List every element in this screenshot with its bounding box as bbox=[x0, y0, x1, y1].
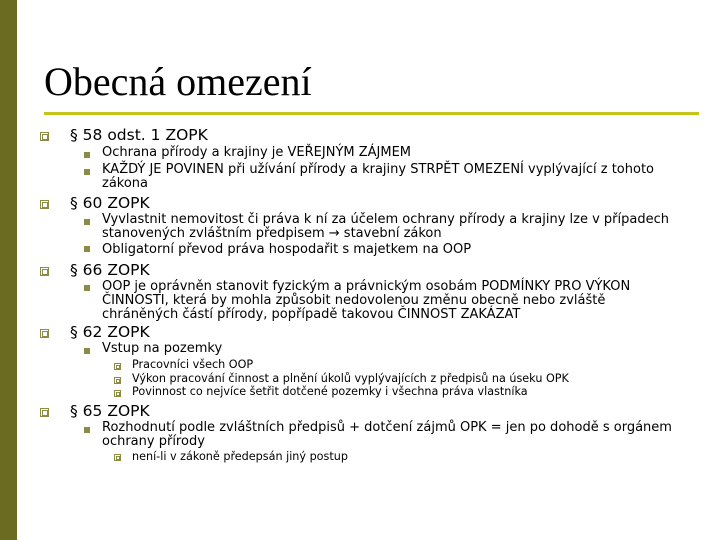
list-item: Obligatorní převod práva hospodařit s majetkem na OOP bbox=[102, 242, 472, 257]
section-heading: § 62 ZOPK bbox=[70, 323, 150, 341]
bullet-square-icon bbox=[84, 246, 90, 252]
bullet-square-icon bbox=[84, 152, 90, 158]
bullet-square-icon bbox=[114, 390, 121, 397]
list-item: Vstup na pozemky bbox=[102, 341, 223, 356]
bullet-square-icon bbox=[40, 132, 49, 141]
bullet-square-icon bbox=[84, 348, 90, 354]
section-heading: § 65 ZOPK bbox=[70, 402, 150, 420]
list-item: Vyvlastnit nemovitost či práva k ní za účelem ochrany přírody a krajiny lze v případech stanovených zvláštním předpisem → stavební zákon bbox=[102, 212, 669, 241]
sub-list-item: není-li v zákoně předepsán jiný postup bbox=[132, 450, 348, 463]
section-heading: § 58 odst. 1 ZOPK bbox=[70, 126, 208, 144]
bullet-square-icon bbox=[40, 267, 49, 276]
sub-list-item: Povinnost co nejvíce šetřit dotčené pozemky i všechna práva vlastníka bbox=[132, 385, 528, 398]
left-accent-bar bbox=[0, 0, 17, 540]
bullet-square-icon bbox=[114, 377, 121, 384]
bullet-square-icon bbox=[40, 329, 49, 338]
slide-title: Obecná omezení bbox=[44, 59, 312, 104]
sub-list-item: Pracovníci všech OOP bbox=[132, 358, 254, 371]
bullet-square-icon bbox=[84, 169, 90, 175]
bullet-square-icon bbox=[84, 427, 90, 433]
sub-list-item: Výkon pracování činnost a plnění úkolů vyplývajících z předpisů na úseku OPK bbox=[132, 372, 569, 385]
list-item: Rozhodnutí podle zvláštních předpisů + dotčení zájmů OPK = jen po dohodě s orgánem ochrany přírody bbox=[102, 420, 672, 449]
section-heading: § 66 ZOPK bbox=[70, 261, 150, 279]
list-item: OOP je oprávněn stanovit fyzickým a právnickým osobám PODMÍNKY PRO VÝKON ČINNOSTI, která by mohla způsobit nedovolenou změnu obecně nebo zvláště chráněných částí přírody, popřípadě takovou ČINNOST ZAKÁZAT bbox=[102, 279, 631, 322]
bullet-square-icon bbox=[40, 200, 49, 209]
list-item: KAŽDÝ JE POVINEN při užívání přírody a krajiny STRPĚT OMEZENÍ vyplývající z tohoto zákona bbox=[102, 162, 654, 191]
list-item: Ochrana přírody a krajiny je VEŘEJNÝM ZÁJMEM bbox=[102, 145, 412, 160]
bullet-square-icon bbox=[114, 454, 121, 461]
bullet-square-icon bbox=[84, 285, 90, 291]
title-underline bbox=[44, 112, 699, 115]
bullet-square-icon bbox=[114, 363, 121, 370]
bullet-square-icon bbox=[84, 219, 90, 225]
section-heading: § 60 ZOPK bbox=[70, 194, 150, 212]
bullet-square-icon bbox=[40, 408, 49, 417]
